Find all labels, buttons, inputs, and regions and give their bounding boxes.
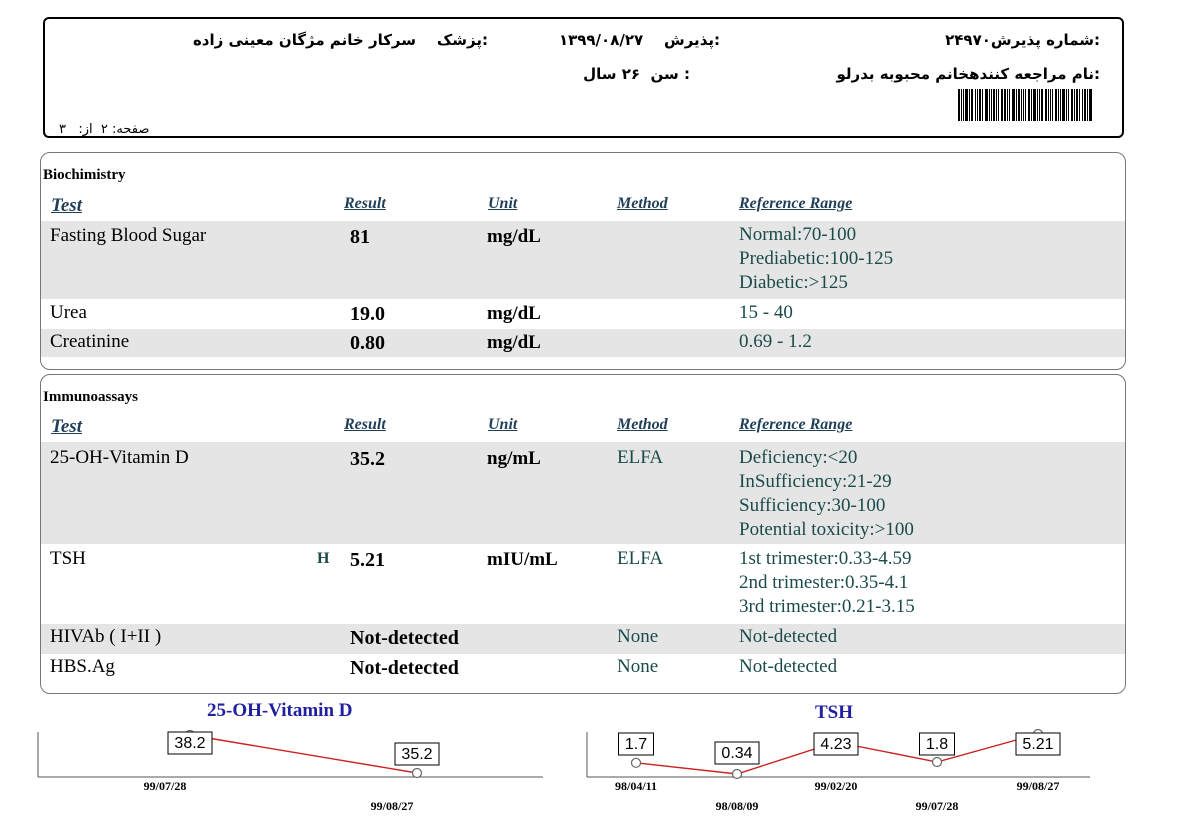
reference-line: Not-detected	[739, 626, 838, 647]
result-value: 35.2	[350, 448, 385, 470]
reference-line: 15 - 40	[739, 302, 793, 323]
admission-label: :پذیرش	[664, 31, 720, 49]
high-flag: H	[317, 550, 330, 567]
unit-value: mg/dL	[487, 332, 541, 353]
reference-line: Normal:70-100	[739, 224, 857, 245]
test-name: Fasting Blood Sugar	[50, 225, 207, 246]
column-header-test: Test	[51, 195, 82, 216]
reference-line: InSufficiency:21-29	[739, 471, 892, 492]
data-label: 1.8	[925, 736, 949, 753]
admission-value: ۱۳۹۹/۰۸/۲۷	[558, 31, 644, 49]
column-header-method: Method	[617, 195, 668, 212]
test-name: HIVAb ( I+II )	[50, 626, 162, 647]
x-tick-label: 99/02/20	[814, 779, 858, 793]
patient-label: :نام مراجعه کننده	[969, 65, 1100, 83]
test-name: TSH	[50, 548, 86, 569]
reference-line: Not-detected	[739, 656, 838, 677]
doctor-value: سرکار خانم مژگان معینی زاده	[192, 31, 417, 49]
result-value: Not-detected	[350, 657, 459, 679]
unit-value: ng/mL	[487, 448, 541, 469]
reference-line: 1st trimester:0.33-4.59	[739, 548, 912, 569]
section-title: Biochimistry	[43, 167, 126, 183]
method-value: None	[617, 656, 659, 677]
method-value: ELFA	[617, 548, 664, 569]
page-indicator: صفحه: ۲ از: ۳	[59, 122, 150, 137]
reception-value: ۲۴۹۷۰	[945, 31, 991, 49]
data-label: 38.2	[174, 735, 206, 752]
data-label: 1.7	[624, 736, 648, 753]
data-point	[632, 758, 641, 767]
column-header-unit: Unit	[488, 416, 518, 433]
reference-line: Sufficiency:30-100	[739, 495, 886, 516]
result-value: 5.21	[350, 549, 385, 571]
column-header-unit: Unit	[488, 195, 518, 212]
patient-value: خانم محبوبه بدرلو	[836, 65, 970, 83]
section-title: Immunoassays	[43, 389, 139, 405]
x-tick-label: 98/08/09	[715, 799, 759, 813]
reception-label: :شماره پذیرش	[990, 31, 1100, 49]
column-header-test: Test	[51, 416, 82, 437]
data-label: 35.2	[401, 746, 433, 763]
test-name: HBS.Ag	[50, 656, 115, 677]
data-point	[933, 758, 942, 767]
column-header-reference: Reference Range	[739, 416, 853, 433]
age-value: ۲۶ سال	[583, 65, 641, 83]
data-label: 5.21	[1022, 736, 1054, 753]
result-value: 0.80	[350, 332, 385, 354]
column-header-method: Method	[617, 416, 668, 433]
page-current: ۲	[100, 122, 108, 137]
reference-line: Prediabetic:100-125	[739, 248, 894, 269]
result-value: 19.0	[350, 303, 385, 325]
age-label: : سن	[650, 65, 690, 83]
x-tick-label: 99/08/27	[1016, 779, 1060, 793]
x-tick-label: 99/08/27	[370, 799, 414, 813]
test-name: Creatinine	[50, 331, 130, 352]
result-value: 81	[350, 226, 370, 248]
reference-line: 3rd trimester:0.21-3.15	[739, 596, 915, 617]
reference-line: Potential toxicity:>100	[739, 519, 914, 540]
column-header-result: Result	[344, 195, 386, 212]
unit-value: mIU/mL	[487, 549, 558, 570]
doctor-label: :پزشک	[436, 31, 488, 49]
test-name: 25-OH-Vitamin D	[50, 447, 189, 468]
column-header-reference: Reference Range	[739, 195, 853, 212]
reference-line: 0.69 - 1.2	[739, 331, 812, 352]
x-tick-label: 98/04/11	[614, 779, 658, 793]
data-label: 4.23	[820, 736, 852, 753]
reference-line: 2nd trimester:0.35-4.1	[739, 572, 909, 593]
chart-title-vitamin-d: 25-OH-Vitamin D	[207, 700, 353, 721]
unit-value: mg/dL	[487, 303, 541, 324]
reference-line: Deficiency:<20	[739, 447, 858, 468]
column-header-result: Result	[344, 416, 386, 433]
page-of: از	[82, 122, 93, 137]
page-label: صفحه:	[112, 122, 150, 137]
reference-line: Diabetic:>125	[739, 272, 848, 293]
test-name: Urea	[50, 302, 87, 323]
data-label: 0.34	[721, 745, 753, 762]
unit-value: mg/dL	[487, 226, 541, 247]
chart-title-tsh: TSH	[815, 702, 854, 723]
x-tick-label: 99/07/28	[143, 779, 187, 793]
method-value: ELFA	[617, 447, 664, 468]
method-value: None	[617, 626, 659, 647]
page-total: ۳	[59, 122, 66, 137]
x-tick-label: 99/07/28	[915, 799, 959, 813]
data-point	[733, 770, 742, 779]
result-value: Not-detected	[350, 627, 459, 649]
